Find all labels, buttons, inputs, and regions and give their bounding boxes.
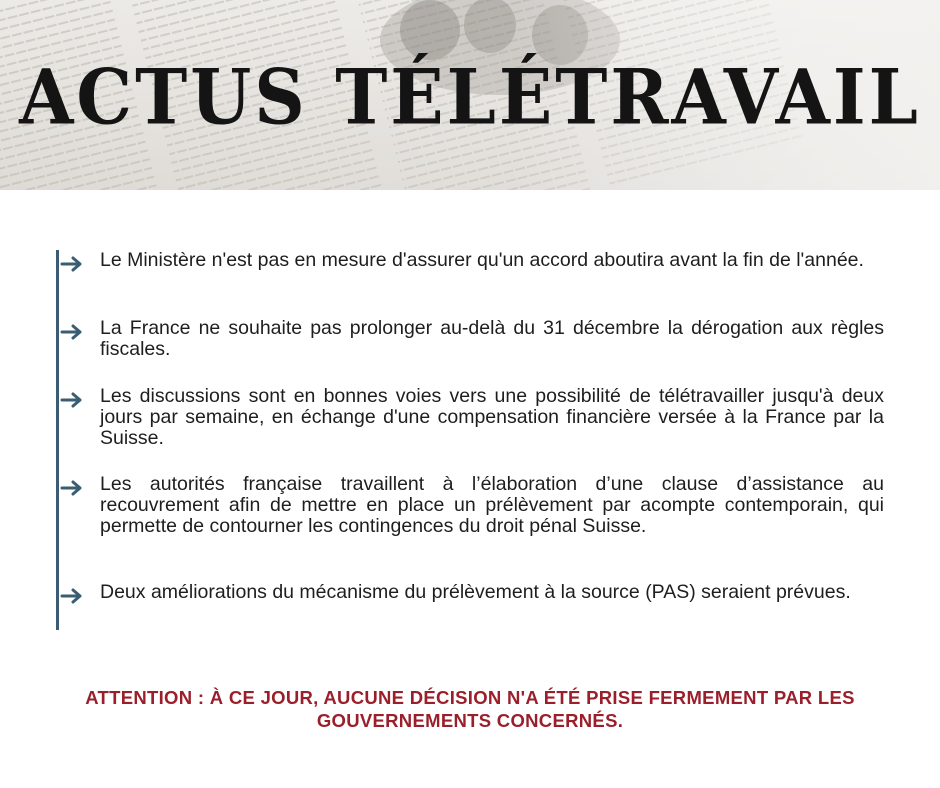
list-item-text: Les discussions sont en bonnes voies vers une possibilité de télétravailler jusqu'à deux jours par semaine, en échange d'une compensation financière versée à la France par la Suisse.	[100, 385, 884, 449]
arrow-right-icon	[60, 256, 84, 272]
arrow-right-icon	[60, 588, 84, 604]
list-item-text: La France ne souhaite pas prolonger au-delà du 31 décembre la dérogation aux règles fiscales.	[100, 317, 884, 360]
arrow-right-icon	[60, 480, 84, 496]
timeline-line	[56, 250, 59, 630]
arrow-right-icon	[60, 324, 84, 340]
list-item-text: Les autorités française travaillent à l’élaboration d’une clause d’assistance au recouvrement afin de mettre en place un prélèvement par acompte contemporain, qui permette de contourner les contingences du droit pénal Suisse.	[100, 473, 884, 537]
news-content	[0, 190, 940, 788]
warning-notice: ATTENTION : À CE JOUR, AUCUNE DÉCISION N'A ÉTÉ PRISE FERMEMENT PAR LES GOUVERNEMENTS CONCERNÉS.	[85, 687, 855, 731]
list-item-text: Deux améliorations du mécanisme du prélèvement à la source (PAS) seraient prévues.	[100, 581, 851, 603]
page-title: ACTUS TÉLÉTRAVAIL	[19, 52, 921, 142]
list-item-text: Le Ministère n'est pas en mesure d'assurer qu'un accord aboutira avant la fin de l'année.	[100, 249, 864, 271]
arrow-right-icon	[60, 392, 84, 408]
header-banner	[0, 0, 940, 190]
